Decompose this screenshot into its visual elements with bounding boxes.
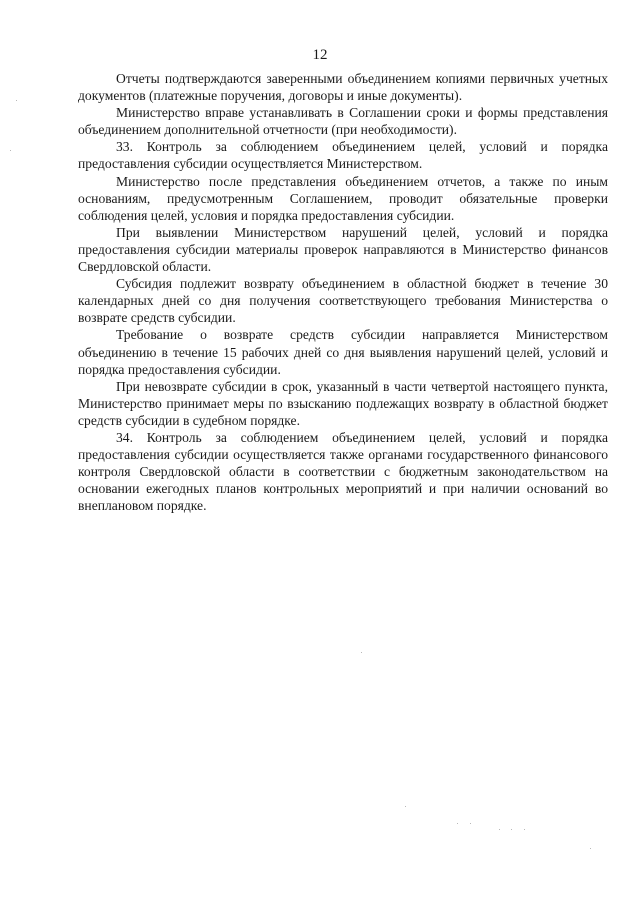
- paragraph: Министерство вправе устанавливать в Соглашении сроки и формы представления объединением дополнительной отчетности (при необходимости).: [78, 105, 608, 138]
- paragraph: Отчеты подтверждаются заверенными объединением копиями первичных учетных документов (платежные поручения, договоры и иные документы).: [78, 71, 608, 104]
- paragraph: При невозврате субсидии в срок, указанный в части четвертой настоящего пункта, Министерство принимает меры по взысканию подлежащих возврату в областной бюджет средств субсидии в судебном порядке.: [78, 378, 608, 428]
- paragraph: Субсидия подлежит возврату объединением в областной бюджет в течение 30 календарных дней со дня получения соответствующего требования Министерства о возврате средств субсидии.: [78, 276, 608, 326]
- scan-speck: [470, 823, 471, 824]
- paragraph: При выявлении Министерством нарушений целей, условий и порядка предоставления субсидии материалы проверок направляются в Министерство финансов Свердловской области.: [78, 224, 608, 275]
- paragraph-section-33: 33. Контроль за соблюдением объединением целей, условий и порядка предоставления субсидии осуществляется Министерством.: [78, 139, 608, 172]
- scan-speck: [499, 829, 500, 830]
- scan-speck: [511, 829, 512, 830]
- document-body: [78, 70, 608, 514]
- scan-speck: [524, 829, 525, 830]
- paragraph: Требование о возврате средств субсидии направляется Министерством объединению в течение 15 рабочих дней со дня выявления нарушений целей, условий и порядка предоставления субсидии.: [78, 327, 608, 377]
- paragraph-section-34: 34. Контроль за соблюдением объединением целей, условий и порядка предоставления субсидии осуществляется также органами государственного финансового контроля Свердловской области в соответствии с бюджетным законодательством на основании ежегодных планов контрольных мероприятий и при наличии оснований во внеплановом порядке.: [78, 429, 608, 514]
- scan-speck: [457, 823, 458, 824]
- paragraph: Министерство после представления объединением отчетов, а также по иным основаниям, предусмотренным Соглашением, проводит обязательные проверки соблюдения целей, условия и порядка предоставления субсидии.: [78, 173, 608, 223]
- page-number: 12: [312, 47, 328, 63]
- scan-speck: [10, 150, 11, 151]
- scan-speck: [361, 652, 362, 653]
- scan-speck: [590, 848, 591, 849]
- scan-speck: [16, 100, 17, 101]
- scan-speck: [405, 806, 406, 807]
